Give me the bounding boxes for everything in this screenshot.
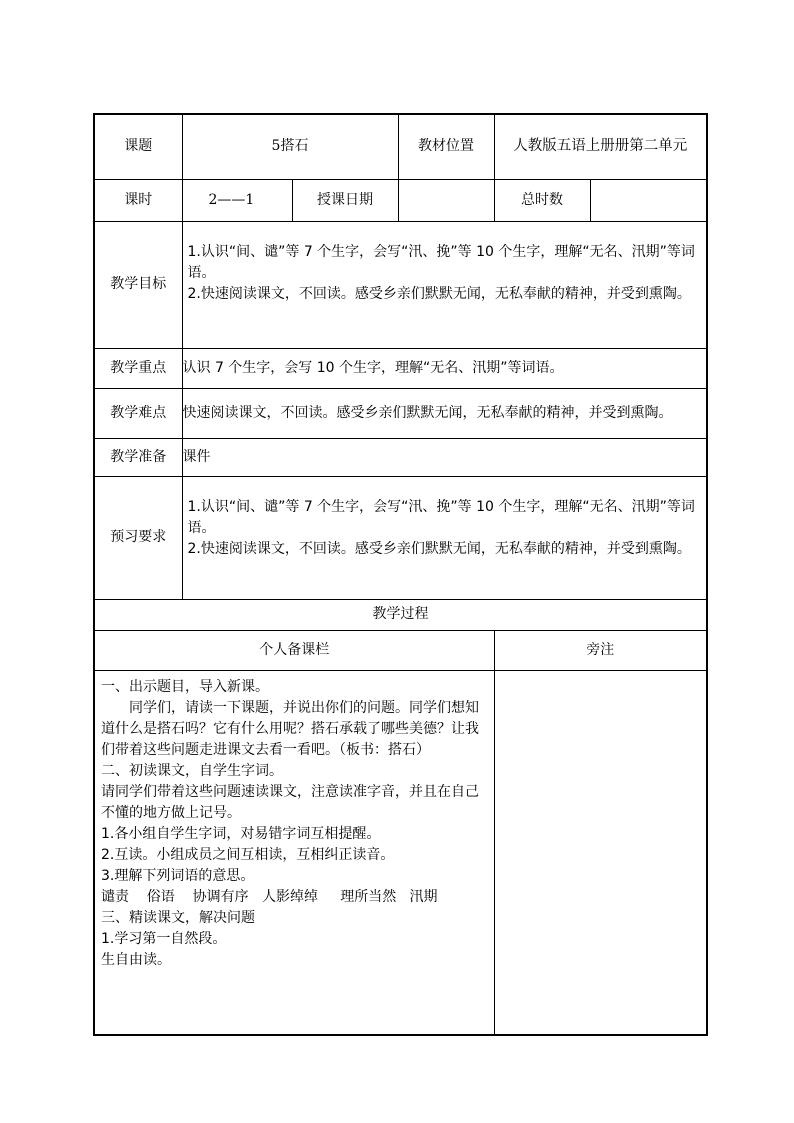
process-content [94, 670, 494, 1035]
side-notes-header: 旁注 [494, 630, 707, 670]
process-title: 教学过程 [94, 599, 707, 630]
key-points-label: 教学重点 [94, 348, 182, 388]
topic-value: 5搭石 [182, 114, 398, 179]
process-line-10: 1.学习第一自然段。 [101, 930, 227, 947]
period-label: 课时 [94, 179, 182, 221]
difficulties-label: 教学难点 [94, 388, 182, 438]
process-line-1: 一、出示题目，导入新课。 [101, 678, 269, 695]
preparation-text: 课件 [182, 438, 707, 476]
process-line-11: 生自由读。 [101, 951, 171, 968]
preview-row [94, 476, 707, 599]
process-line-3: 二、初读课文，自学生字词。 [101, 762, 283, 779]
personal-prep-header: 个人备课栏 [94, 630, 494, 670]
topic-label: 课题 [94, 114, 182, 179]
process-line-6: 2.互读。小组成员之间互相读，互相纠正读音。 [101, 846, 395, 863]
goals-content [182, 221, 707, 348]
preparation-label: 教学准备 [94, 438, 182, 476]
process-line-9: 三、精读课文，解决问题 [101, 909, 255, 926]
total-hours-value [590, 179, 707, 221]
process-title-row [94, 599, 707, 630]
goals-label: 教学目标 [94, 221, 182, 348]
preparation-row [94, 438, 707, 476]
process-body-row [94, 670, 707, 1035]
process-header-row [94, 630, 707, 670]
process-line-4: 请同学们带着这些问题速读课文，注意读准字音，并且在自己不懂的地方做上记号。 [101, 783, 479, 821]
key-points-row [94, 348, 707, 388]
preview-label: 预习要求 [94, 476, 182, 599]
difficulties-text: 快速阅读课文，不回读。感受乡亲们默默无闻，无私奉献的精神，并受到熏陶。 [182, 388, 707, 438]
process-line-8: 谴责 俗语 协调有序 人影绰绰 理所当然 汛期 [101, 888, 438, 905]
preview-content [182, 476, 707, 599]
key-points-text: 认识 7 个生字，会写 10 个生字，理解“无名、汛期”等词语。 [182, 348, 707, 388]
date-value [398, 179, 494, 221]
process-line-2: 同学们，请读一下课题，并说出你们的问题。同学们想知道什么是搭石吗？它有什么用呢？搭石承载了哪些美德？让我们带着这些问题走进课文去看一看吧。（板书：搭石） [101, 699, 479, 758]
textbook-value: 人教版五语上册册第二单元 [494, 114, 707, 179]
period-row [94, 179, 707, 221]
lesson-plan-page [93, 113, 706, 1036]
side-notes-content [494, 670, 707, 1035]
goals-line-1: 1.认识“间、谴”等 7 个生字，会写“汛、挽”等 10 个生字，理解“无名、汛期”等词语。 [187, 243, 695, 281]
goals-line-2: 2.快速阅读课文，不回读。感受乡亲们默默无闻，无私奉献的精神，并受到熏陶。 [187, 285, 691, 302]
date-label: 授课日期 [292, 179, 398, 221]
total-hours-label: 总时数 [494, 179, 590, 221]
process-line-7: 3.理解下列词语的意思。 [101, 867, 255, 884]
goals-row [94, 221, 707, 348]
difficulties-row [94, 388, 707, 438]
period-value: 2——1 [182, 179, 292, 221]
preview-line-2: 2.快速阅读课文，不回读。感受乡亲们默默无闻，无私奉献的精神，并受到熏陶。 [187, 540, 691, 557]
preview-line-1: 1.认识“间、谴”等 7 个生字，会写“汛、挽”等 10 个生字，理解“无名、汛期”等词语。 [187, 498, 695, 536]
lesson-plan-table [93, 113, 708, 1036]
process-line-5: 1.各小组自学生字词，对易错字词互相提醒。 [101, 825, 381, 842]
topic-row [94, 114, 707, 179]
textbook-label: 教材位置 [398, 114, 494, 179]
